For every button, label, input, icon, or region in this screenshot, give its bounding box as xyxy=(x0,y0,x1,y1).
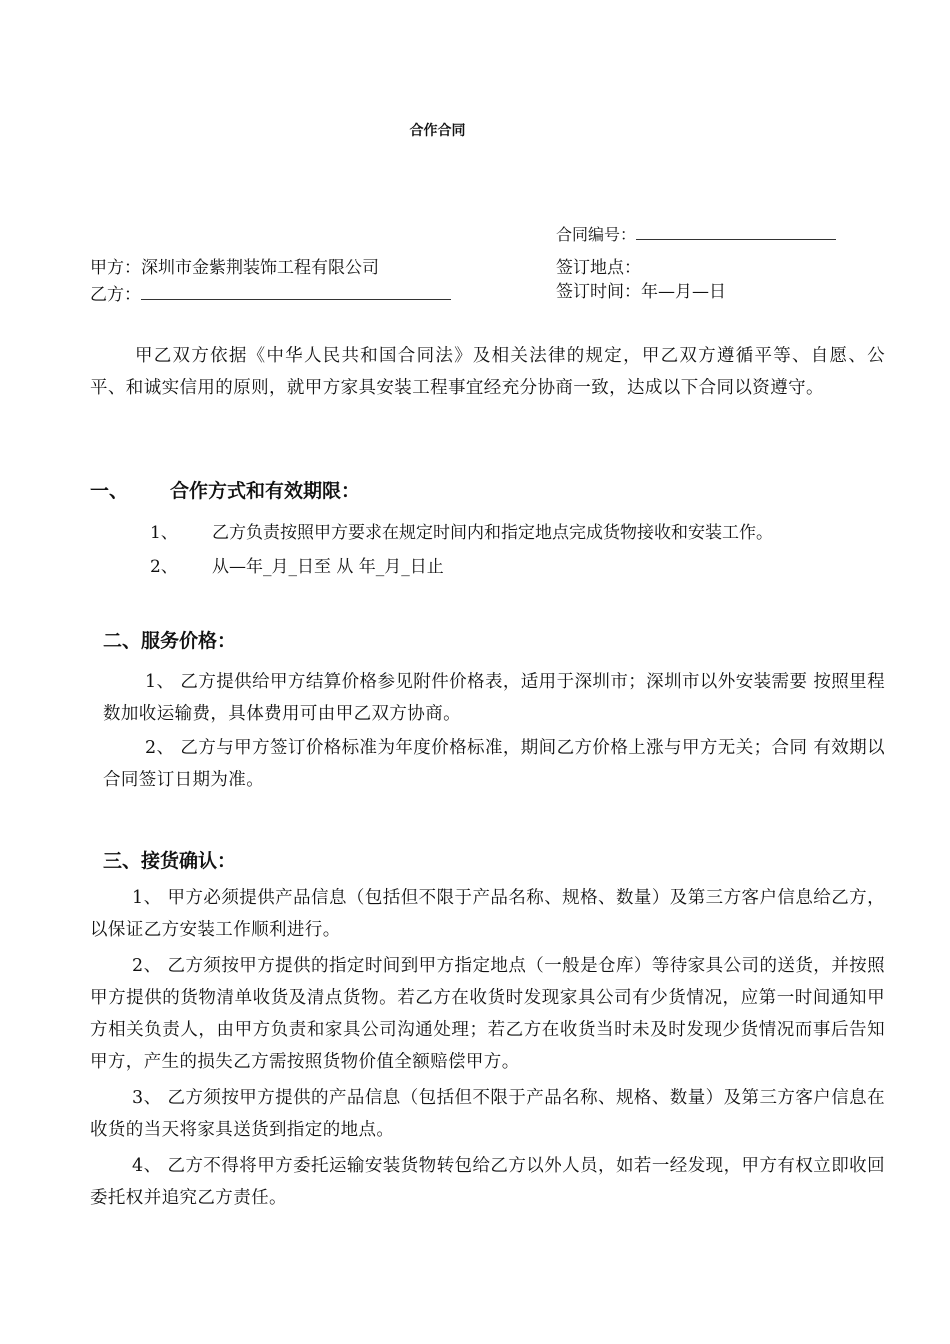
section-2-item-1: 1、 乙方提供给甲方结算价格参见附件价格表，适用于深圳市；深圳市以外安装需要 按照里程数加收运输费，具体费用可由甲乙双方协商。 xyxy=(103,672,885,724)
party-a-line xyxy=(90,253,379,278)
sign-time-label: 签订时间： xyxy=(556,282,641,302)
contract-number-line xyxy=(556,222,836,245)
section-2-heading: 二、服务价格： xyxy=(103,630,237,652)
section-1-number: 一、 xyxy=(90,480,129,502)
document-title: 合作合同 xyxy=(409,123,466,139)
section-1-item-2: 2、 从—年_月_日至 从 年_月_日止 xyxy=(150,557,444,577)
sign-time-value: 年—月—日 xyxy=(641,282,726,302)
section-2-item-2: 2、 乙方与甲方签订价格标准为年度价格标准，期间乙方价格上涨与甲方无关；合同 有效期以合同签订日期为准。 xyxy=(103,738,885,790)
section-1-title: 合作方式和有效期限： xyxy=(170,480,361,502)
party-a-name: 深圳市金紫荆装饰工程有限公司 xyxy=(141,258,379,278)
section-3-item-1: 1、 甲方必须提供产品信息（包括但不限于产品名称、规格、数量）及第三方客户信息给乙方，以保证乙方安装工作顺利进行。 xyxy=(90,888,885,940)
sign-place-label: 签订地点： xyxy=(556,258,641,278)
intro-paragraph: 甲乙双方依据《中华人民共和国合同法》及相关法律的规定，甲乙双方遵循平等、自愿、公平、和诚实信用的原则，就甲方家具安装工程事宜经充分协商一致，达成以下合同以资遵守。 xyxy=(90,346,885,398)
section-1-heading xyxy=(90,476,360,503)
section-3-item-3: 3、 乙方须按甲方提供的产品信息（包括但不限于产品名称、规格、数量）及第三方客户信息在收货的当天将家具送货到指定的地点。 xyxy=(90,1088,885,1140)
contract-number-blank xyxy=(636,225,836,240)
sign-time-line xyxy=(556,277,726,302)
party-b-line xyxy=(90,280,451,305)
party-b-blank xyxy=(141,285,451,300)
section-3-item-2: 2、 乙方须按甲方提供的指定时间到甲方指定地点（一般是仓库）等待家具公司的送货，并按照甲方提供的货物清单收货及清点货物。若乙方在收货时发现家具公司有少货情况，应第一时间通知甲方相关负责人，由甲方负责和家具公司沟通处理；若乙方在收货当时未及时发现少货情况而事后告知甲方，产生的损失乙方需按照货物价值全额赔偿甲方。 xyxy=(90,956,885,1072)
sign-place-line xyxy=(556,253,641,278)
party-a-label: 甲方： xyxy=(90,258,141,278)
section-3-heading: 三、接货确认： xyxy=(103,850,237,872)
section-1-item-1: 1、 乙方负责按照甲方要求在规定时间内和指定地点完成货物接收和安装工作。 xyxy=(150,523,773,543)
party-b-label: 乙方： xyxy=(90,285,141,305)
section-3-item-4: 4、 乙方不得将甲方委托运输安装货物转包给乙方以外人员，如若一经发现，甲方有权立即收回委托权并追究乙方责任。 xyxy=(90,1156,885,1208)
contract-number-label: 合同编号： xyxy=(556,225,637,244)
